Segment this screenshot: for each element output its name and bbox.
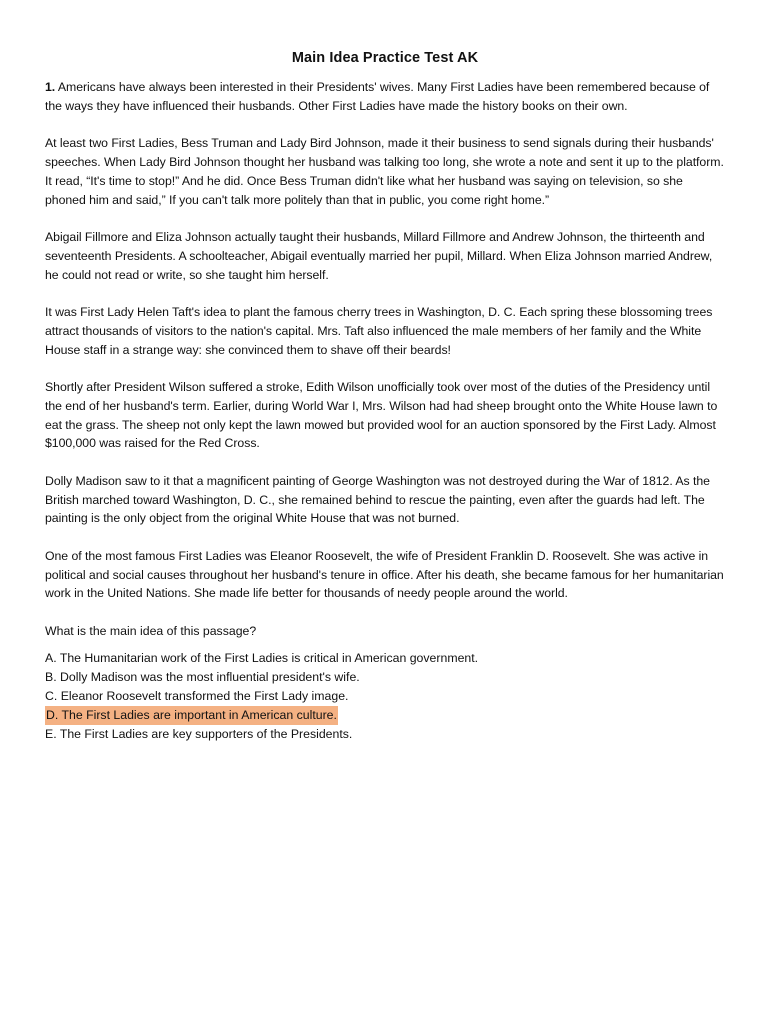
answer-option-d-highlighted xyxy=(45,706,725,725)
option-text: E. The First Ladies are key supporters of the Presidents. xyxy=(45,726,353,741)
document-page xyxy=(45,48,725,743)
document-title: Main Idea Practice Test AK xyxy=(291,50,479,66)
question-prompt: What is the main idea of this passage? xyxy=(45,623,257,638)
option-text: D. The First Ladies are important in American culture. xyxy=(45,706,338,725)
answer-option-c xyxy=(45,687,725,706)
passage-paragraph-1 xyxy=(45,78,725,116)
passage-paragraph-7: One of the most famous First Ladies was Eleanor Roosevelt, the wife of President Franklin D. Roosevelt. She was active in political and social causes throughout her husband's tenure in office. After his death, she became famous for her humanitarian work in the United Nations. She made life better for thousands of needy people around the world. xyxy=(45,548,724,601)
passage-paragraph-6: Dolly Madison saw to it that a magnificent painting of George Washington was not destroyed during the War of 1812. As the British marched toward Washington, D. C., she remained behind to rescue the painting, even after the guards had left. The painting is the only object from the original White House that was not burned. xyxy=(45,473,710,526)
answer-option-e xyxy=(45,725,725,744)
answer-option-b xyxy=(45,668,725,687)
question-number: 1. xyxy=(45,80,56,94)
passage-paragraph-2: At least two First Ladies, Bess Truman and Lady Bird Johnson, made it their business to send signals during their husbands' speeches. When Lady Bird Johnson thought her husband was talking too long, she wrote a note and sent it up to the platform. It read, “It's time to stop!” And he did. Once Bess Truman didn't like what her husband was saying on television, so she phoned him and said,” If you can't talk more politely than that in public, you come right home.” xyxy=(45,136,724,207)
answer-option-a xyxy=(45,649,725,668)
passage-paragraph-5: Shortly after President Wilson suffered a stroke, Edith Wilson unofficially took over most of the duties of the Presidency until the end of her husband's term. Earlier, during World War I, Mrs. Wilson had had sheep brought onto the White House lawn to eat the grass. The sheep not only kept the lawn mowed but provided wool for an auction sponsored by the First Lady. Almost $100,000 was raised for the Red Cross. xyxy=(45,379,718,451)
passage-paragraph-4: It was First Lady Helen Taft's idea to plant the famous cherry trees in Washington, D. C. Each spring these blossoming trees attract thousands of visitors to the nation's capital. Mrs. Taft also influenced the male members of her family and the White House staff in a strange way: she convinced them to shave off their beards! xyxy=(45,304,713,357)
passage-paragraph-3: Abigail Fillmore and Eliza Johnson actually taught their husbands, Millard Fillmore and Andrew Johnson, the thirteenth and seventeenth Presidents. A schoolteacher, Abigail eventually married her pupil, Millard. When Eliza Johnson married Andrew, he could not read or write, so she taught him herself. xyxy=(45,229,713,282)
option-text: A. The Humanitarian work of the First Ladies is critical in American government. xyxy=(45,651,479,666)
paragraph-text: Americans have always been interested in their Presidents' wives. Many First Ladies have been remembered because of the ways they have influenced their husbands. Other First Ladies have made the history books on their own. xyxy=(45,80,710,113)
answer-options xyxy=(45,649,725,743)
option-text: C. Eleanor Roosevelt transformed the First Lady image. xyxy=(45,689,349,704)
option-text: B. Dolly Madison was the most influential president's wife. xyxy=(45,670,360,685)
